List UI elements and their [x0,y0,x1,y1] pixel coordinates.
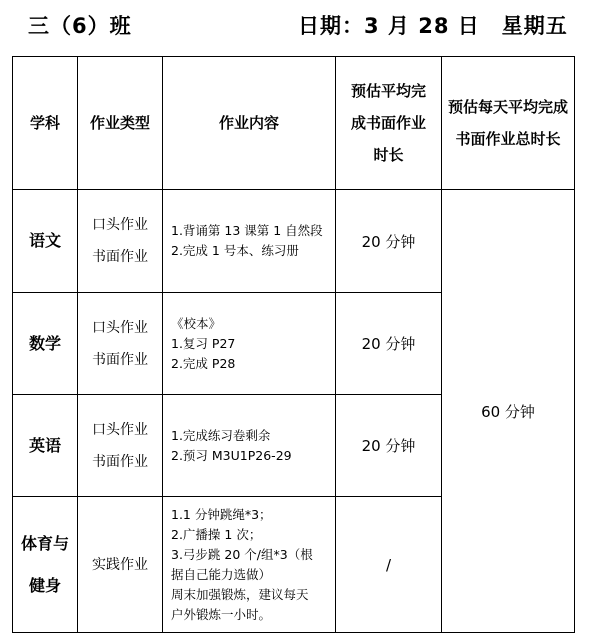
subject-cell: 英语 [13,395,78,497]
date-text: 日期：3 月 28 日 [298,14,480,38]
type-oral: 口头作业 [92,217,148,233]
class-name: 三（6）班 [28,14,132,38]
header-subject: 学科 [13,57,78,190]
subject-cell: 数学 [13,293,78,395]
header-type: 作业类型 [78,57,163,190]
time-cell: 20 分钟 [336,395,442,497]
type-cell [78,190,163,293]
type-written: 书面作业 [92,249,148,265]
page-header [0,8,592,42]
type-cell: 实践作业 [78,497,163,633]
header-daily-total [442,57,575,190]
content-line: 2.完成 1 号本、练习册 [171,243,299,258]
time-cell: / [336,497,442,633]
type-written: 书面作业 [92,351,148,368]
header-est-line1: 预估平均完 [350,82,426,100]
content-cell [163,497,336,633]
type-cell [78,293,163,395]
header-est-line3: 时长 [373,146,404,164]
content-line: 1.背诵第 13 课第 1 自然段 [171,223,323,238]
table-row [13,190,575,293]
content-line: 3.弓步跳 20 个/组*3（根 [171,546,313,562]
content-line: 据自己能力选做） [171,566,272,582]
weekday-text: 星期五 [501,14,568,38]
content-line: 2.完成 P28 [171,355,236,371]
daily-total-cell: 60 分钟 [442,190,575,633]
content-line: 1.完成练习卷剩余 [171,427,271,443]
header-daily-line2: 书面作业总时长 [455,130,561,148]
content-line: 《校本》 [171,315,222,331]
content-cell [163,190,336,293]
header-estimated-time [336,57,442,190]
content-cell [163,293,336,395]
header-est-line2: 成书面作业 [350,114,426,132]
time-cell: 20 分钟 [336,190,442,293]
type-written: 书面作业 [92,453,148,470]
content-line: 1.1 分钟跳绳*3； [171,506,272,522]
type-oral: 口头作业 [92,421,148,438]
content-cell [163,395,336,497]
content-line: 1.复习 P27 [171,335,236,351]
subject-cell [13,497,78,633]
subject-line2: 健身 [28,575,61,595]
homework-table [12,56,575,633]
header-content: 作业内容 [163,57,336,190]
time-cell: 20 分钟 [336,293,442,395]
subject-cell: 语文 [13,190,78,293]
subject-line1: 体育与 [20,533,69,553]
header-daily-line1: 预估每天平均完成 [447,98,568,116]
content-line: 2.预习 M3U1P26-29 [171,447,292,463]
type-cell [78,395,163,497]
content-line: 户外锻炼一小时。 [171,606,272,622]
type-oral: 口头作业 [92,319,148,336]
content-line: 2.广播操 1 次； [171,526,262,542]
date-line [298,10,568,40]
content-line: 周末加强锻炼，建议每天 [171,586,309,602]
header-row [13,57,575,190]
